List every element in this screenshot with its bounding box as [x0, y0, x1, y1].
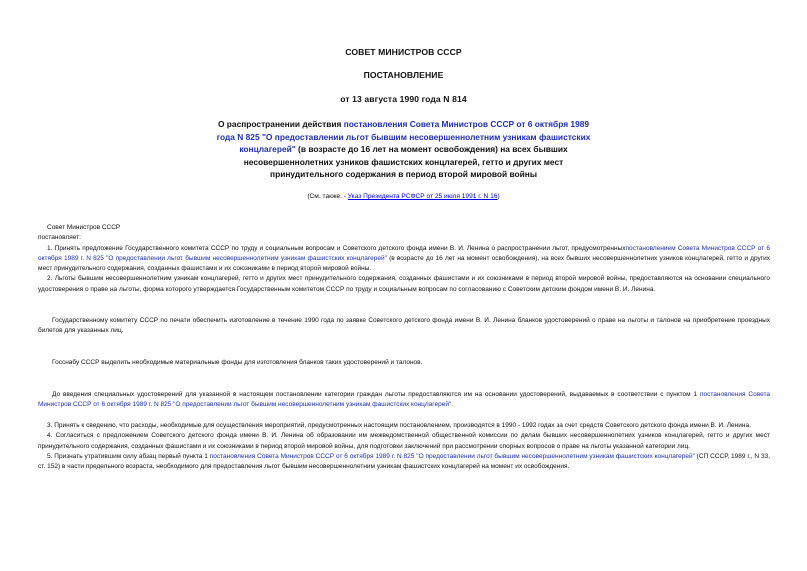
item-3: 3. Принять к сведению, что расходы, необходимые для осуществления мероприятий, предусмотренных настоящим постановлением, производятся в 1990 - 1992 годах за счет средств Советского детского фонда имени В. И. Ленина. — [47, 422, 751, 429]
title-suffix: (в возрасте до 16 лет на момент освобождения) на всех бывших несовершеннолетних узников фашистских концлагерей, гетто и других мест принудительного содержания в период второй мировой войны — [243, 144, 568, 180]
see-also-link[interactable]: Указ Президента РСФСР от 25 июля 1991 г. N 16 — [347, 193, 498, 200]
item-5-rest: (СП СССР, 1989 г., N 33, ст. 152) в части предельного возраста, необходимого для предоставления льгот бывшим несовершеннолетним узникам фашистских концлагерей на момент их освобождения. — [38, 452, 770, 471]
item-1-rest: (в возрасте до 16 лет на момент освобождения), на всех бывших несовершеннолетних узников концлагерей, гетто и других мест принудительного содержания, созданных фашистами и их союзниками в период второй мировой войны. — [38, 254, 770, 273]
intro-block — [38, 223, 770, 295]
item-1 — [38, 244, 770, 275]
item-4: 4. Согласиться с предложением Советского детского фонда имени В. И. Ленина об образовании им межведомственной общественной комиссии по делам бывших несовершеннолетних узников концлагерей, гетто и других мест принудительного содержания, созданных фашистами и их союзниками в период второй мировой войны, для подготовки заключений при рассмотрении спорных вопросов о праве на льготы указанной категории лиц. — [38, 432, 770, 450]
title-reference-link[interactable]: постановления Совета Министров СССР от 6 октября 1989 года N 825 "О предоставлении льгот бывшим несовершеннолетним узникам фашистских концлагерей" — [216, 119, 591, 155]
intro-resolves: постановляет: — [38, 234, 81, 242]
item-5 — [38, 452, 770, 473]
items-3-5-block — [38, 421, 770, 472]
goskom-paragraph-block — [38, 316, 770, 337]
item-2: 2. Льготы бывшим несовершеннолетним узникам концлагерей, гетто и других мест принудительного содержания, созданных фашистами и их союзниками в период второй мировой войны, предоставляются на основании специального удостоверения о праве на льготы, форма которого утверждается Государственным комитетом СССР по труду и социальным вопросам по согласованию с Советским детским фондом имени В. И. Ленина. — [38, 275, 770, 293]
document-title — [212, 118, 595, 181]
interim-link[interactable]: постановления Совета Министров СССР от 6 октября 1989 г. N 825 "О предоставлении льгот бывшим несовершеннолетним узникам фашистских концлагерей" — [38, 391, 770, 409]
see-also-close: ) — [497, 193, 500, 200]
interim-paragraph-block — [38, 390, 770, 411]
see-also-note — [0, 193, 807, 200]
issuer-heading: СОВЕТ МИНИСТРОВ СССР — [345, 47, 462, 57]
document-type-heading: ПОСТАНОВЛЕНИЕ — [363, 70, 444, 80]
interim-text: До введения специальных удостоверений для указанной в настоящем постановлении категории граждан льготы предоставляются им на основании удостоверений, выдаваемых в соответствии с пунктом 1 — [52, 391, 700, 398]
item-5-text: 5. Признать утратившим силу абзац первый пункта 1 — [47, 452, 210, 460]
gossnab-paragraph-block — [38, 358, 770, 368]
goskom-paragraph: Государственному комитету СССР по печати обеспечить изготовление в течение 1990 года по заявке Советского детского фонда имени В. И. Ленина бланков удостоверений о праве на льготы и талонов на приобретение проездных билетов для указанных лиц. — [38, 317, 770, 335]
date-number-heading: от 13 августа 1990 года N 814 — [340, 94, 467, 104]
interim-end: . — [451, 401, 454, 409]
gossnab-paragraph: Госснабу СССР выделить необходимые материальные фонды для изготовления бланков таких удостоверений и талонов. — [52, 359, 423, 366]
intro-issuer: Совет Министров СССР — [47, 224, 121, 231]
see-also-open: (См. также. - — [307, 193, 348, 200]
title-prefix: О распространении действия — [217, 119, 344, 129]
interim-paragraph — [38, 390, 770, 411]
item-1-link[interactable]: постановлением Совета Министров СССР от 6 октября 1989 г. N 825 "О предоставлении льгот бывшим несовершеннолетним узникам фашистских концлагерей" — [38, 244, 771, 262]
item-1-text: 1. Принять предложение Государственного комитета СССР по труду и социальным вопросам и Советского детского фонда имени В. И. Ленина о распространении льгот, предусмотренных — [47, 244, 626, 252]
item-5-link[interactable]: постановления Совета Министров СССР от 6 октября 1989 г. N 825 "О предоставлении льгот бывшим несовершеннолетним узникам фашистских концлагерей" — [209, 452, 695, 460]
